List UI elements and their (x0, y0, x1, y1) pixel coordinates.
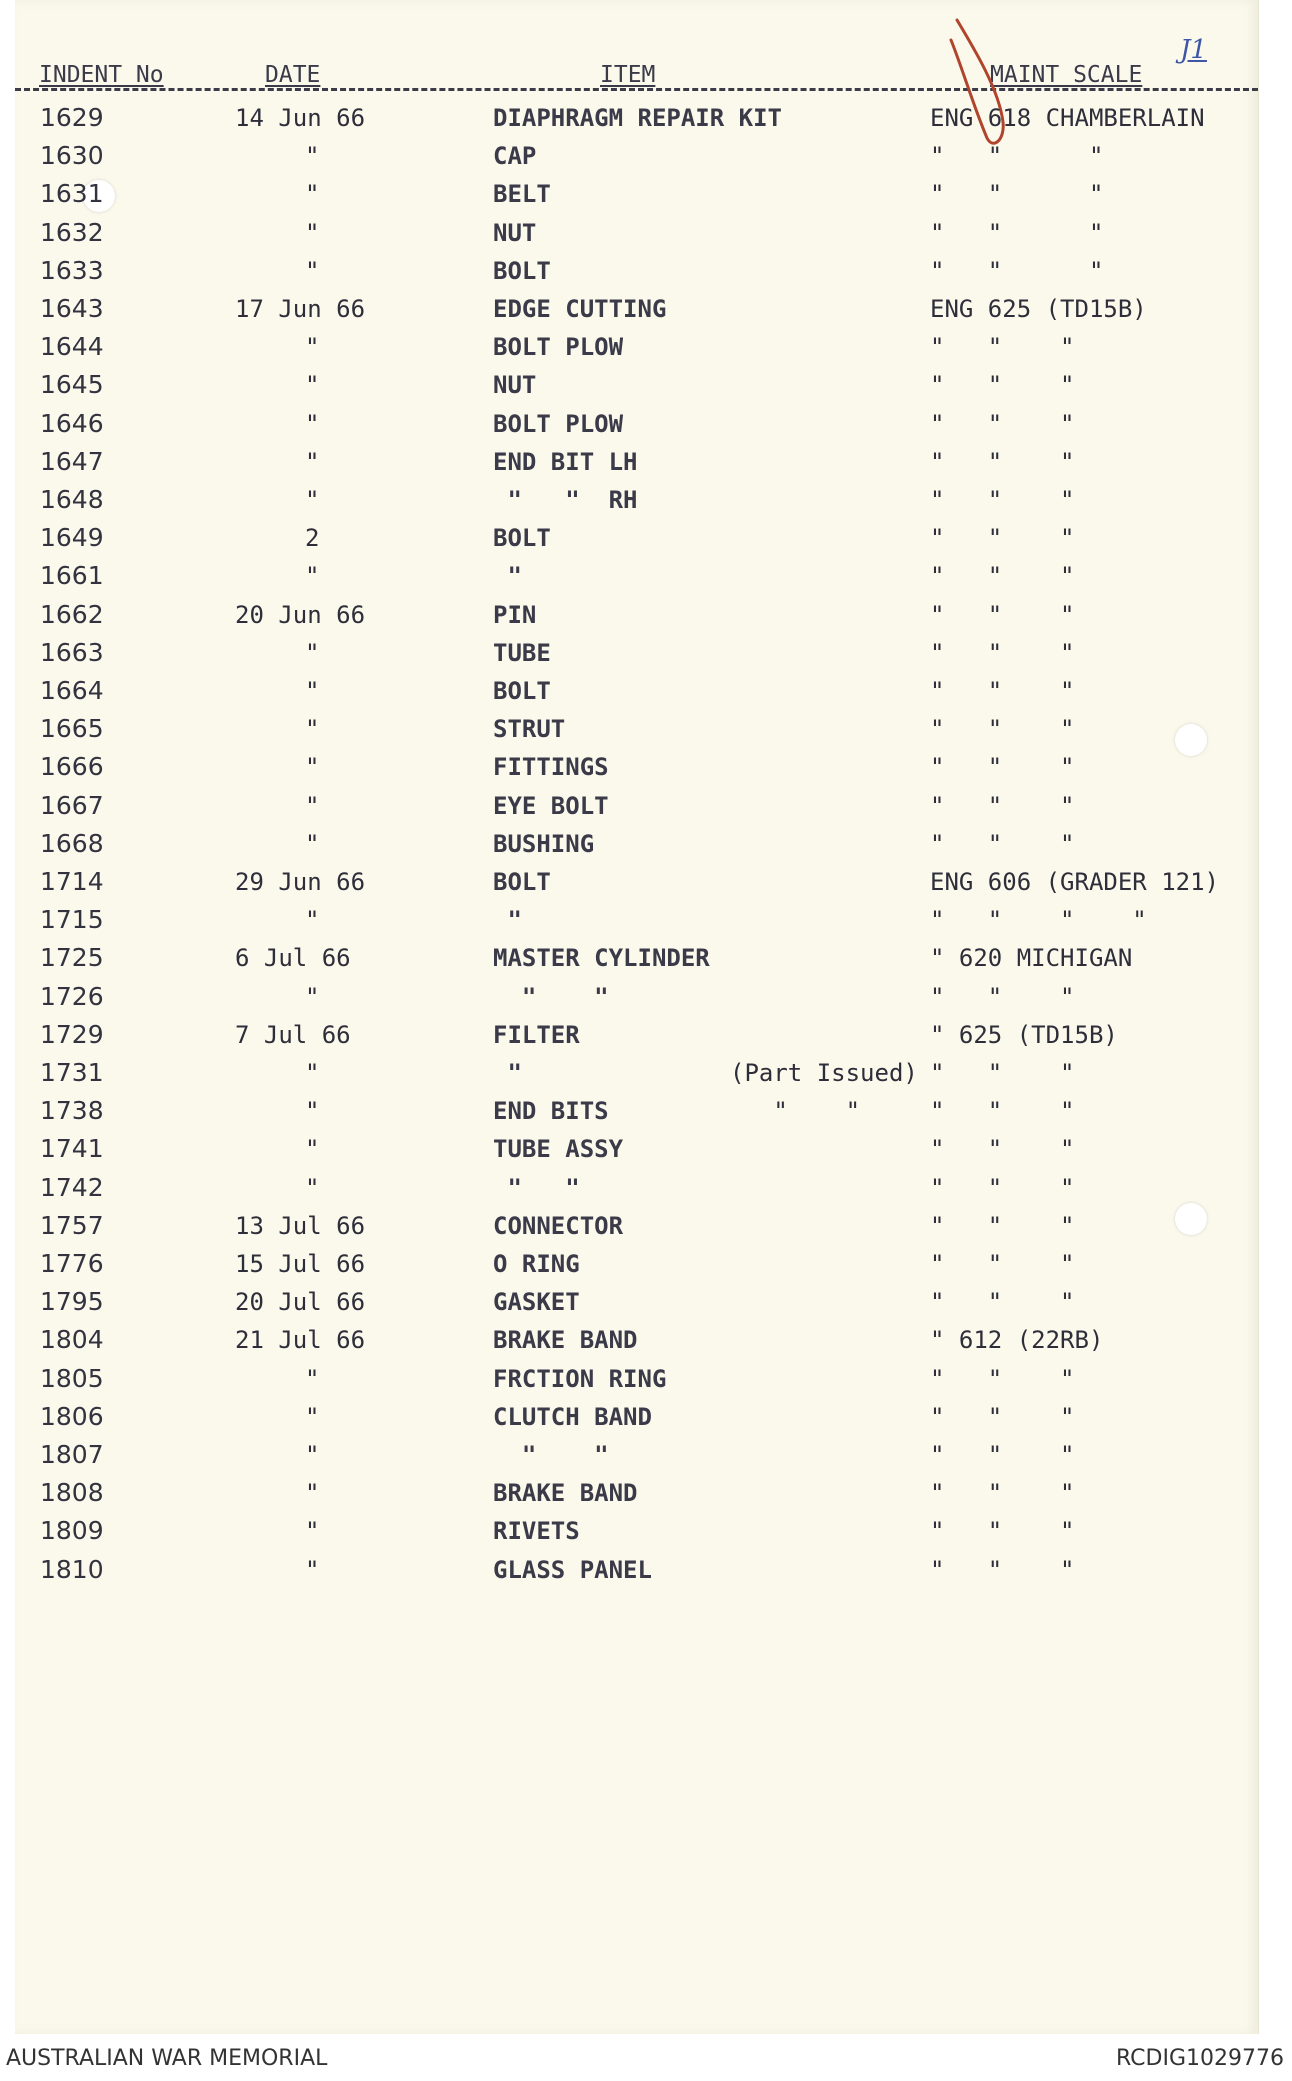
date-cell: " (305, 1402, 320, 1431)
table-row (15, 482, 1258, 518)
table-row (15, 1475, 1258, 1511)
table-row (15, 520, 1258, 556)
item-cell: BRAKE BAND (493, 1479, 638, 1508)
item-cell: CLUTCH BAND (493, 1402, 652, 1431)
table-row (15, 1055, 1258, 1091)
table-row (15, 1093, 1258, 1129)
indent-number: 1667 (40, 790, 104, 820)
maint-scale-cell: " " " (930, 638, 1075, 667)
item-cell: CAP (493, 142, 537, 171)
table-row (15, 788, 1258, 824)
table-row (15, 902, 1258, 938)
date-cell: 20 Jul 66 (235, 1288, 366, 1317)
date-cell: " (305, 371, 320, 400)
table-row (15, 597, 1258, 633)
maint-scale-cell: " " " (930, 1402, 1075, 1431)
item-cell: EDGE CUTTING (493, 295, 667, 323)
indent-number: 1715 (40, 905, 104, 935)
item-cell: NUT (493, 218, 537, 247)
date-cell: " (305, 791, 320, 820)
table-row (15, 329, 1258, 365)
indent-number: 1805 (40, 1363, 104, 1393)
pencil-annotation: J1 (1180, 35, 1207, 65)
date-cell: " (305, 142, 320, 171)
indent-number: 1808 (40, 1478, 104, 1508)
maint-scale-cell: " " " (930, 715, 1075, 744)
date-cell: 14 Jun 66 (235, 104, 366, 132)
table-row (15, 1131, 1258, 1167)
date-cell: " (305, 256, 320, 285)
table-row (15, 253, 1258, 289)
indent-number: 1806 (40, 1401, 104, 1431)
table-row (15, 138, 1258, 174)
date-cell: 6 Jul 66 (235, 944, 351, 973)
item-cell: FITTINGS (493, 753, 609, 782)
indent-number: 1714 (40, 867, 104, 896)
date-cell: " (305, 1364, 320, 1393)
indent-number: 1738 (40, 1096, 104, 1126)
item-cell: " " (493, 1173, 580, 1202)
indent-number: 1629 (40, 103, 104, 132)
maint-scale-cell: ENG 625 (TD15B) (930, 295, 1147, 323)
item-cell: STRUT (493, 715, 566, 744)
indent-number: 1757 (40, 1210, 104, 1240)
maint-scale-cell: " " " (930, 1288, 1075, 1317)
item-cell: " (493, 562, 522, 591)
item-cell: " (493, 1059, 522, 1087)
date-cell: " (305, 753, 320, 782)
footer (0, 2046, 1292, 2076)
item-cell: TUBE (493, 638, 551, 667)
indent-number: 1643 (40, 294, 104, 323)
date-cell: " (305, 982, 320, 1011)
maint-scale-cell: " " " (930, 1059, 1075, 1087)
date-cell: " (305, 1517, 320, 1546)
indent-number: 1649 (40, 523, 104, 553)
indent-number: 1631 (40, 179, 104, 209)
date-cell: " (305, 1479, 320, 1508)
date-cell: " (305, 409, 320, 438)
item-cell: FILTER (493, 1020, 580, 1049)
table-row (15, 1513, 1258, 1549)
date-cell: " (305, 1135, 320, 1164)
maint-scale-cell: " " " (930, 677, 1075, 705)
item-cell: DIAPHRAGM REPAIR KIT (493, 104, 782, 132)
maint-scale-cell: " 620 MICHIGAN (930, 944, 1133, 973)
date-cell: " (305, 906, 320, 935)
indent-number: 1632 (40, 217, 104, 247)
date-cell: " (305, 562, 320, 591)
date-cell: " (305, 447, 320, 476)
table-row (15, 1322, 1258, 1358)
footer-source: AUSTRALIAN WAR MEMORIAL (6, 2046, 328, 2071)
header-indent-no: INDENT No (39, 62, 164, 88)
date-cell: " (305, 829, 320, 858)
maint-scale-cell: " " " (930, 982, 1075, 1011)
indent-number: 1648 (40, 485, 104, 514)
item-cell: RIVETS (493, 1517, 580, 1546)
maint-scale-cell: " " " (930, 1364, 1075, 1393)
maint-scale-cell: " " " (930, 486, 1075, 514)
date-cell: " (305, 1059, 320, 1087)
header-maint-scale: MAINT SCALE (990, 62, 1143, 88)
header-item: ITEM (600, 62, 656, 88)
item-cell: FRCTION RING (493, 1364, 667, 1393)
table-row (15, 176, 1258, 212)
indent-number: 1668 (40, 828, 104, 858)
maint-scale-cell: " 625 (TD15B) (930, 1020, 1118, 1049)
indent-number: 1664 (40, 676, 104, 705)
maint-scale-cell: " " " (930, 142, 1104, 171)
item-cell: " " (493, 1441, 609, 1469)
indent-number: 1776 (40, 1249, 104, 1278)
note-cell: " " (730, 1097, 861, 1126)
maint-scale-cell: " " " (930, 409, 1075, 438)
item-cell: EYE BOLT (493, 791, 609, 820)
table-row (15, 635, 1258, 671)
table-row (15, 100, 1258, 136)
table-row (15, 940, 1258, 976)
maint-scale-cell: " " " (930, 1135, 1075, 1164)
maint-scale-cell: " " " (930, 447, 1075, 476)
table-row (15, 1361, 1258, 1397)
indent-number: 1795 (40, 1287, 104, 1317)
item-cell: BOLT (493, 868, 551, 896)
item-cell: BRAKE BAND (493, 1326, 638, 1355)
table-row (15, 406, 1258, 442)
indent-number: 1729 (40, 1019, 104, 1049)
table-row (15, 1208, 1258, 1244)
maint-scale-cell: " " " (930, 1441, 1075, 1469)
table-row (15, 1284, 1258, 1320)
date-cell: " (305, 1173, 320, 1202)
maint-scale-cell: " " " (930, 753, 1075, 782)
table-row (15, 1552, 1258, 1588)
item-cell: BOLT PLOW (493, 409, 624, 438)
indent-number: 1807 (40, 1440, 104, 1469)
date-cell: 15 Jul 66 (235, 1250, 366, 1278)
maint-scale-cell: " 612 (22RB) (930, 1326, 1104, 1355)
item-cell: " " RH (493, 486, 638, 514)
table-row (15, 1170, 1258, 1206)
maint-scale-cell: " " " (930, 1211, 1075, 1240)
item-cell: O RING (493, 1250, 580, 1278)
table-row (15, 215, 1258, 251)
indent-number: 1665 (40, 714, 104, 744)
indent-number: 1726 (40, 981, 104, 1011)
date-cell: 17 Jun 66 (235, 295, 366, 323)
table-row (15, 864, 1258, 900)
maint-scale-cell: " " " " (930, 906, 1147, 935)
indent-number: 1633 (40, 255, 104, 285)
maint-scale-cell: " " " (930, 218, 1104, 247)
item-cell: MASTER CYLINDER (493, 944, 710, 973)
maint-scale-cell: " " " (930, 1555, 1075, 1584)
indent-number: 1662 (40, 599, 104, 629)
indent-number: 1742 (40, 1172, 104, 1202)
indent-table (15, 0, 1258, 2034)
date-cell: 2 (305, 524, 320, 553)
item-cell: BOLT (493, 677, 551, 705)
date-cell: " (305, 180, 320, 209)
table-row (15, 1437, 1258, 1473)
item-cell: PIN (493, 600, 537, 629)
indent-number: 1666 (40, 752, 104, 782)
maint-scale-cell: " " " (930, 1173, 1075, 1202)
item-cell: " (493, 906, 522, 935)
indent-number: 1646 (40, 408, 104, 438)
indent-number: 1725 (40, 943, 104, 973)
table-row (15, 979, 1258, 1015)
table-row (15, 826, 1258, 862)
indent-number: 1645 (40, 370, 104, 400)
item-cell: BELT (493, 180, 551, 209)
table-row (15, 1017, 1258, 1053)
indent-number: 1804 (40, 1325, 104, 1355)
maint-scale-cell: " " " (930, 562, 1075, 591)
maint-scale-cell: " " " (930, 829, 1075, 858)
item-cell: END BITS (493, 1097, 609, 1126)
table-row (15, 749, 1258, 785)
date-cell: 7 Jul 66 (235, 1020, 351, 1049)
maint-scale-cell: " " " (930, 524, 1075, 553)
table-row (15, 291, 1258, 327)
date-cell: " (305, 1097, 320, 1126)
item-cell: NUT (493, 371, 537, 400)
maint-scale-cell: ENG 606 (GRADER 121) (930, 868, 1219, 896)
date-cell: " (305, 486, 320, 514)
item-cell: BOLT (493, 256, 551, 285)
table-row (15, 1399, 1258, 1435)
date-cell: 13 Jul 66 (235, 1211, 366, 1240)
document-page (15, 0, 1259, 2034)
date-cell: 29 Jun 66 (235, 868, 366, 896)
date-cell: 20 Jun 66 (235, 600, 366, 629)
maint-scale-cell: " " " (930, 1479, 1075, 1508)
maint-scale-cell: " " " (930, 1250, 1075, 1278)
maint-scale-cell: " " " (930, 371, 1075, 400)
maint-scale-cell: " " " (930, 180, 1104, 209)
indent-number: 1731 (40, 1058, 104, 1087)
header-date: DATE (265, 62, 321, 88)
date-cell: " (305, 638, 320, 667)
date-cell: " (305, 677, 320, 705)
indent-number: 1644 (40, 332, 104, 362)
indent-number: 1661 (40, 561, 104, 591)
item-cell: " " (493, 982, 609, 1011)
note-cell: (Part Issued) (730, 1059, 918, 1087)
item-cell: BOLT PLOW (493, 333, 624, 362)
indent-number: 1647 (40, 446, 104, 476)
indent-number: 1630 (40, 141, 104, 171)
date-cell: " (305, 333, 320, 362)
maint-scale-cell: " " " (930, 333, 1075, 362)
item-cell: TUBE ASSY (493, 1135, 624, 1164)
maint-scale-cell: " " " (930, 1517, 1075, 1546)
indent-number: 1810 (40, 1554, 104, 1584)
table-row (15, 1246, 1258, 1282)
item-cell: END BIT LH (493, 447, 638, 476)
maint-scale-cell: ENG 618 CHAMBERLAIN (930, 104, 1205, 132)
date-cell: 21 Jul 66 (235, 1326, 366, 1355)
item-cell: GLASS PANEL (493, 1555, 652, 1584)
item-cell: GASKET (493, 1288, 580, 1317)
indent-number: 1741 (40, 1134, 104, 1164)
date-cell: " (305, 218, 320, 247)
date-cell: " (305, 1555, 320, 1584)
table-row (15, 444, 1258, 480)
item-cell: BOLT (493, 524, 551, 553)
table-row (15, 558, 1258, 594)
maint-scale-cell: " " " (930, 256, 1104, 285)
maint-scale-cell: " " " (930, 600, 1075, 629)
item-cell: BUSHING (493, 829, 595, 858)
table-row (15, 367, 1258, 403)
indent-number: 1663 (40, 637, 104, 667)
footer-catalogue-id: RCDIG1029776 (1115, 2046, 1284, 2071)
date-cell: " (305, 1441, 320, 1469)
indent-number: 1809 (40, 1516, 104, 1546)
item-cell: CONNECTOR (493, 1211, 624, 1240)
maint-scale-cell: " " " (930, 791, 1075, 820)
table-row (15, 711, 1258, 747)
maint-scale-cell: " " " (930, 1097, 1075, 1126)
date-cell: " (305, 715, 320, 744)
table-row (15, 673, 1258, 709)
